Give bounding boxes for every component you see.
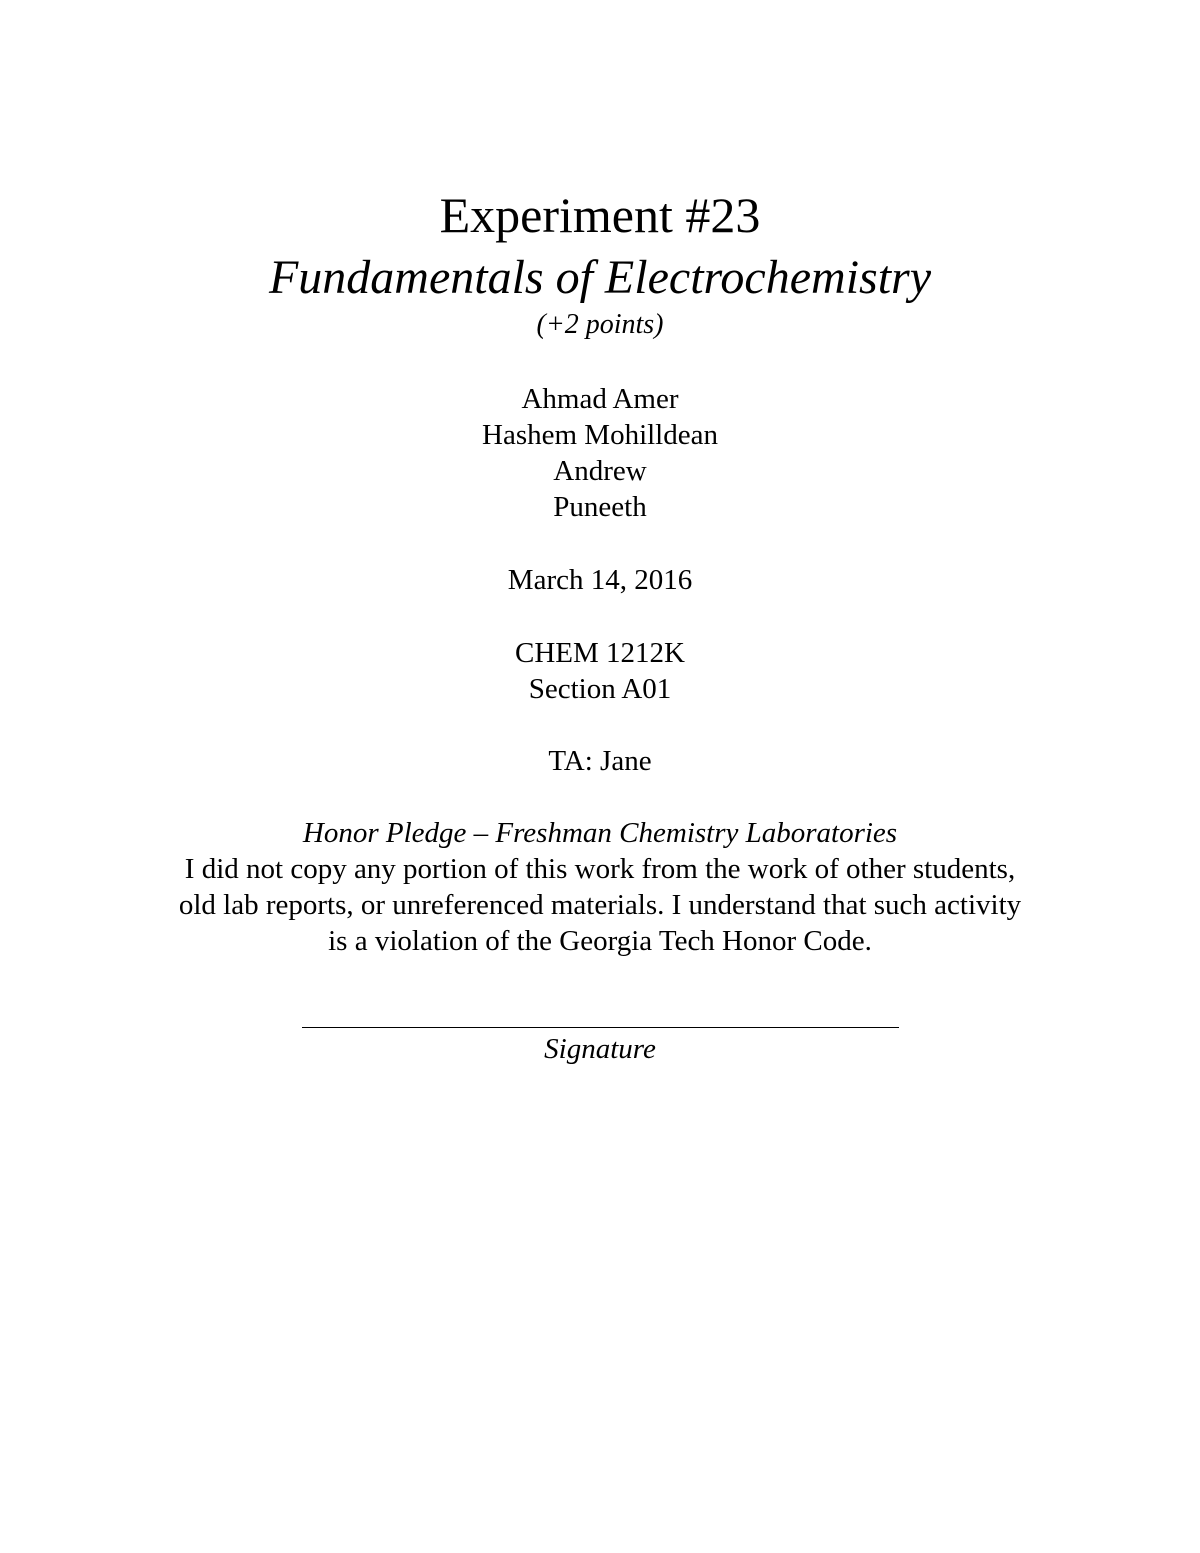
signature-label: Signature [544,1033,656,1065]
course-code: CHEM 1212K [515,637,685,669]
author-name: Puneeth [553,491,647,523]
honor-pledge-line: is a violation of the Georgia Tech Honor Code. [328,925,872,957]
author-name: Ahmad Amer [521,383,679,415]
author-name: Andrew [553,455,647,487]
honor-pledge-line: I did not copy any portion of this work from the work of other students, [184,853,1016,885]
honor-pledge-heading: Honor Pledge – Freshman Chemistry Laboratories [302,817,898,849]
honor-pledge-line: old lab reports, or unreferenced materials. I understand that such activity [178,889,1022,921]
experiment-title: Experiment #23 [439,187,761,243]
signature-line [302,1027,899,1028]
points-note: (+2 points) [536,309,664,340]
teaching-assistant: TA: Jane [548,745,652,777]
experiment-name: Fundamentals of Electrochemistry [268,251,932,304]
course-section: Section A01 [528,673,672,705]
report-date: March 14, 2016 [507,564,693,596]
author-name: Hashem Mohilldean [482,419,718,451]
